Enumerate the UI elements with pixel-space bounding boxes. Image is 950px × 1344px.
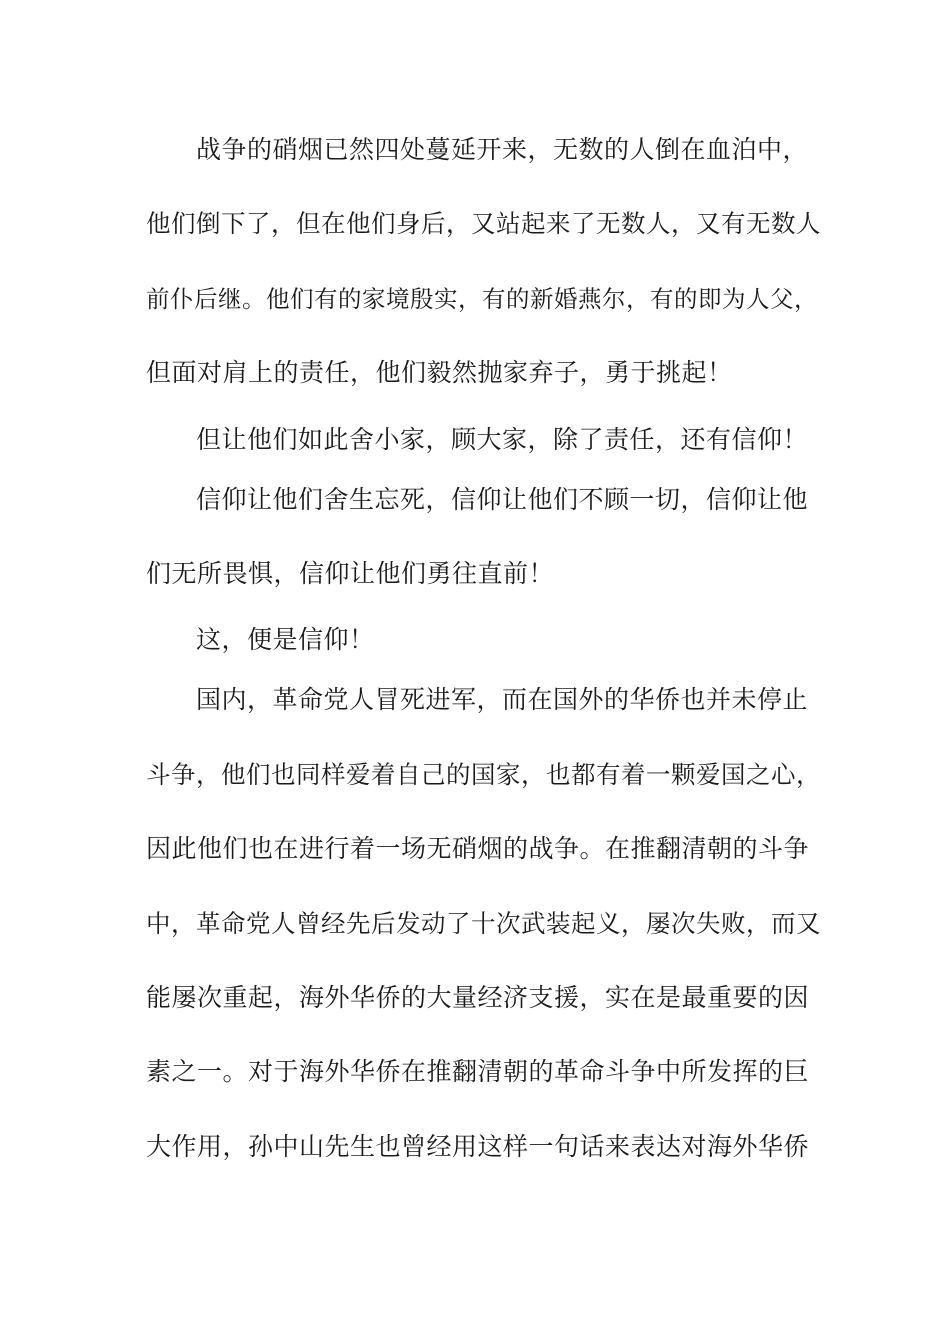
text-line: 这，便是信仰！ <box>196 625 375 654</box>
text-line: 信仰让他们舍生忘死，信仰让他们不顾一切，信仰让他 <box>196 485 809 514</box>
text-line: 前仆后继。他们有的家境殷实，有的新婚燕尔，有的即为人父， <box>146 285 818 313</box>
text-line: 们无所畏惧，信仰让他们勇往直前！ <box>146 559 555 588</box>
text-line: 因此他们也在进行着一场无硝烟的战争。在推翻清朝的斗争 <box>146 834 810 863</box>
text-line: 但让他们如此舍小家，顾大家，除了责任，还有信仰！ <box>196 425 809 454</box>
text-line: 战争的硝烟已然四处蔓延开来，无数的人倒在血泊中， <box>196 135 809 164</box>
text-line: 他们倒下了，但在他们身后，又站起来了无数人，又有无数人 <box>146 209 821 238</box>
text-line: 能屡次重起，海外华侨的大量经济支援，实在是最重要的因 <box>146 983 810 1012</box>
text-line: 国内，革命党人冒死进军，而在国外的华侨也并未停止 <box>196 685 809 714</box>
text-line: 但面对肩上的责任，他们毅然抛家弃子，勇于挑起！ <box>146 358 733 387</box>
text-line: 斗争，他们也同样爱着自己的国家，也都有着一颗爱国之心， <box>146 760 821 789</box>
text-line: 大作用，孙中山先生也曾经用这样一句话来表达对海外华侨 <box>146 1132 810 1161</box>
text-line: 中，革命党人曾经先后发动了十次武装起义，屡次失败，而又 <box>146 909 821 938</box>
text-line: 素之一。对于海外华侨在推翻清朝的革命斗争中所发挥的巨 <box>146 1057 810 1086</box>
